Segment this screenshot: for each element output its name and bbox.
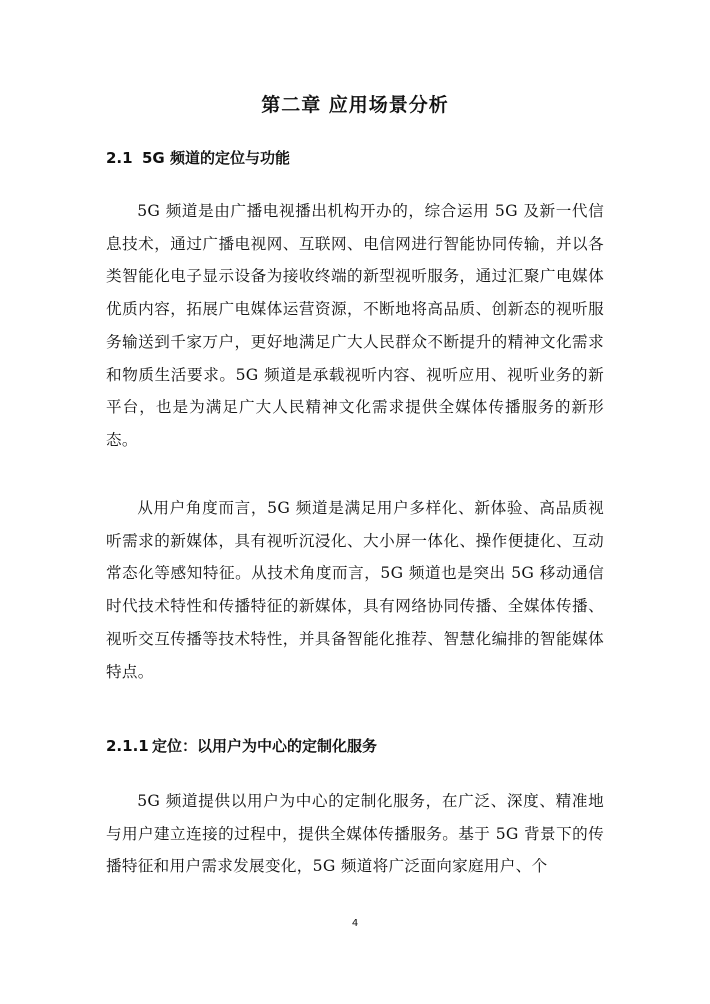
section-number: 2.1.1 — [106, 737, 149, 755]
section-heading-2-1 — [106, 147, 290, 169]
page-number: 4 — [351, 918, 359, 929]
chapter-title: 第二章 应用场景分析 — [261, 94, 449, 116]
section-title: 定位：以用户为中心的定制化服务 — [152, 737, 378, 755]
body-paragraph: 5G 频道是由广播电视播出机构开办的，综合运用 5G 及新一代信息技术，通过广播电视网、互联网、电信网进行智能协同传输，并以各类智能化电子显示设备为接收终端的新型视听服务，通过汇聚广电媒体优质内容，拓展广电媒体运营资源，不断地将高品质、创新态的视听服务输送到千家万户，更好地满足广大人民群众不断提升的精神文化需求和物质生活要求。5G 频道是承载视听内容、视听应用、视听业务的新平台，也是为满足广大人民精神文化需求提供全媒体传播服务的新形态。 — [106, 202, 604, 449]
body-paragraph: 5G 频道提供以用户为中心的定制化服务，在广泛、深度、精准地与用户建立连接的过程中，提供全媒体传播服务。基于 5G 背景下的传播特征和用户需求发展变化，5G 频道将广泛面向家庭用户、个 — [106, 792, 604, 876]
section-title: 5G 频道的定位与功能 — [142, 149, 290, 167]
body-paragraph: 从用户角度而言，5G 频道是满足用户多样化、新体验、高品质视听需求的新媒体，具有视听沉浸化、大小屏一体化、操作便捷化、互动常态化等感知特征。从技术角度而言，5G 频道也是突出 5G 移动通信时代技术特性和传播特征的新媒体，具有网络协同传播、全媒体传播、视听交互传播等技术特性，并具备智能化推荐、智慧化编排的智能媒体特点。 — [106, 499, 604, 681]
section-heading-2-1-1 — [106, 735, 377, 757]
section-number: 2.1 — [106, 149, 133, 167]
